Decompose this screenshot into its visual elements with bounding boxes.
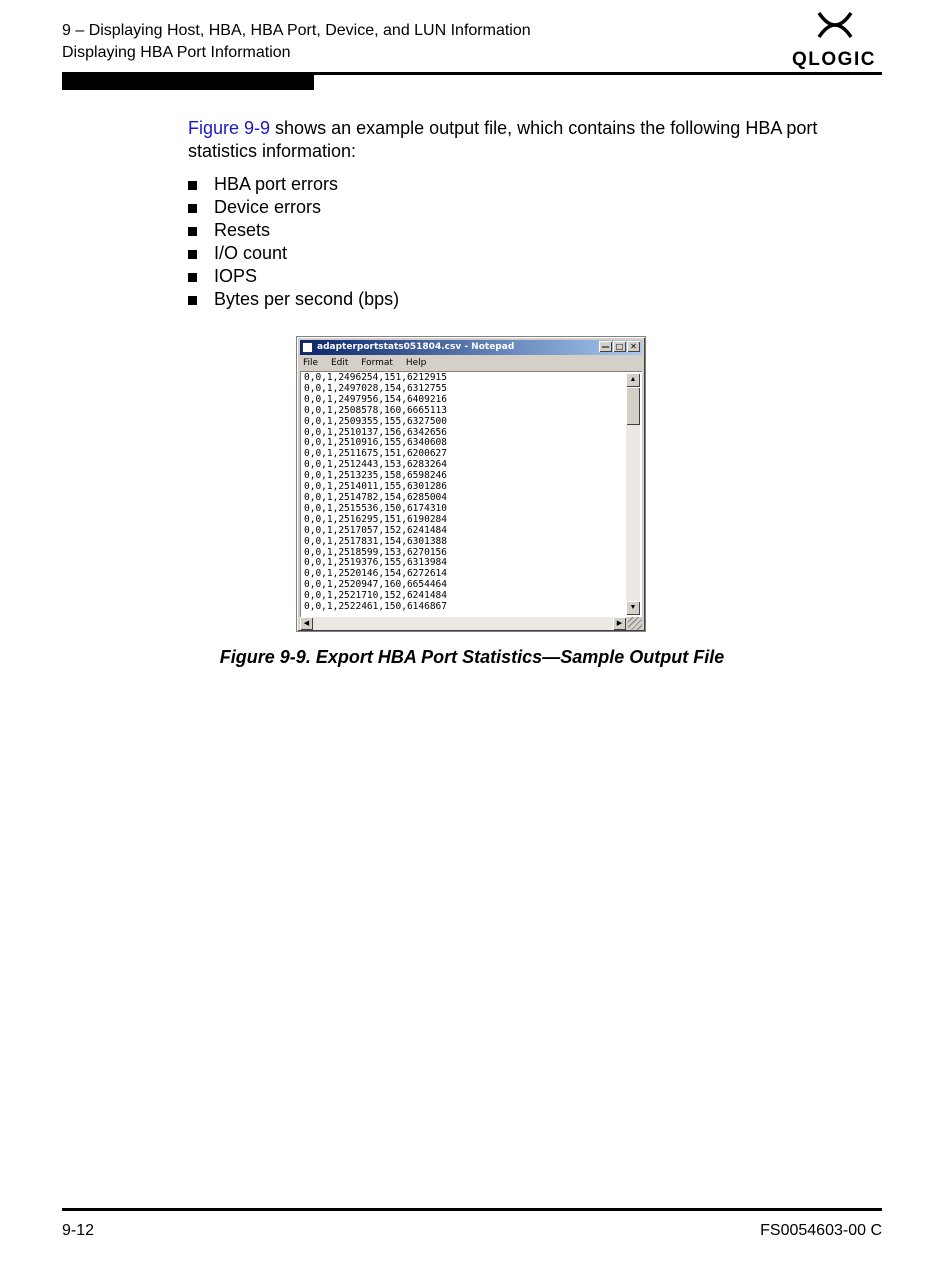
list-item: HBA port errors [188, 173, 399, 196]
text-line: 0,0,1,2510137,156,6342656 [304, 426, 447, 438]
text-line: 0,0,1,2518599,153,6270156 [304, 546, 447, 558]
scroll-left-icon[interactable]: ◀ [300, 617, 313, 630]
bullet-square-icon [188, 273, 197, 282]
text-line: 0,0,1,2510916,155,6340608 [304, 437, 447, 449]
text-line: 0,0,1,2497028,154,6312755 [304, 382, 447, 394]
text-line: 0,0,1,2513235,158,6598246 [304, 470, 447, 482]
header-bar [62, 75, 314, 90]
notepad-menubar [303, 357, 436, 369]
text-line: 0,0,1,2514782,154,6285004 [304, 491, 447, 503]
resize-grip-icon[interactable] [628, 617, 642, 630]
header-chapter: 9 – Displaying Host, HBA, HBA Port, Device, and LUN Information [62, 22, 531, 39]
bullet-square-icon [188, 296, 197, 305]
notepad-text-area[interactable] [300, 371, 642, 617]
scroll-up-icon[interactable]: ▲ [626, 373, 640, 387]
close-icon[interactable]: ✕ [627, 341, 640, 352]
menu-edit[interactable]: Edit [330, 358, 349, 368]
minimize-icon[interactable]: — [599, 341, 612, 352]
header-section: Displaying HBA Port Information [62, 44, 291, 61]
statistics-list [188, 173, 399, 311]
text-line: 0,0,1,2509355,155,6327500 [304, 415, 447, 427]
footer-rule [62, 1208, 882, 1211]
intro-paragraph [188, 117, 878, 163]
text-line: 0,0,1,2520947,160,6654464 [304, 579, 447, 591]
csv-lines [304, 373, 447, 613]
list-item: I/O count [188, 242, 399, 265]
text-line: 0,0,1,2508578,160,6665113 [304, 404, 447, 416]
text-line: 0,0,1,2511675,151,6200627 [304, 448, 447, 460]
scroll-right-icon[interactable]: ▶ [613, 617, 626, 630]
list-item: Bytes per second (bps) [188, 288, 399, 311]
figure-caption: Figure 9-9. Export HBA Port Statistics—Sample Output File [219, 647, 725, 667]
notepad-window [296, 336, 646, 632]
text-line: 0,0,1,2521710,152,6241484 [304, 590, 447, 602]
menu-format[interactable]: Format [361, 358, 393, 368]
list-item: Device errors [188, 196, 399, 219]
text-line: 0,0,1,2516295,151,6190284 [304, 513, 447, 525]
text-line: 0,0,1,2515536,150,6174310 [304, 502, 447, 514]
text-line: 0,0,1,2517057,152,6241484 [304, 524, 447, 536]
list-item: IOPS [188, 265, 399, 288]
notepad-title: adapterportstats051804.csv - Notepad [317, 342, 515, 352]
text-line: 0,0,1,2519376,155,6313984 [304, 557, 447, 569]
text-line: 0,0,1,2496254,151,6212915 [304, 372, 447, 383]
bullet-square-icon [188, 227, 197, 236]
scroll-thumb[interactable] [626, 387, 640, 425]
vertical-scrollbar[interactable] [626, 373, 640, 615]
text-line: 0,0,1,2520146,154,6272614 [304, 568, 447, 580]
text-line: 0,0,1,2497956,154,6409216 [304, 393, 447, 405]
text-line: 0,0,1,2522461,150,6146867 [304, 601, 447, 613]
figure-link[interactable]: Figure 9-9 [188, 118, 271, 138]
qlogic-logo [790, 10, 882, 70]
bullet-square-icon [188, 181, 197, 190]
list-item: Resets [188, 219, 399, 242]
horizontal-scrollbar[interactable] [300, 617, 626, 630]
text-line: 0,0,1,2517831,154,6301388 [304, 535, 447, 547]
bullet-square-icon [188, 204, 197, 213]
maximize-icon[interactable]: □ [613, 341, 626, 352]
menu-file[interactable]: File [303, 358, 319, 368]
text-line: 0,0,1,2514011,155,6301286 [304, 481, 447, 493]
logo-text: QLOGIC [792, 49, 876, 70]
scroll-down-icon[interactable]: ▼ [626, 601, 640, 615]
document-id: FS0054603-00 C [760, 1222, 882, 1239]
notepad-app-icon [302, 342, 313, 353]
text-line: 0,0,1,2512443,153,6283264 [304, 459, 447, 471]
qlogic-logo-icon [814, 10, 856, 40]
intro-text: shows an example output file, which contains the following HBA port statistics information: [188, 118, 818, 161]
bullet-square-icon [188, 250, 197, 259]
notepad-titlebar[interactable] [300, 340, 642, 355]
menu-help[interactable]: Help [405, 358, 427, 368]
page-number: 9-12 [62, 1222, 95, 1239]
